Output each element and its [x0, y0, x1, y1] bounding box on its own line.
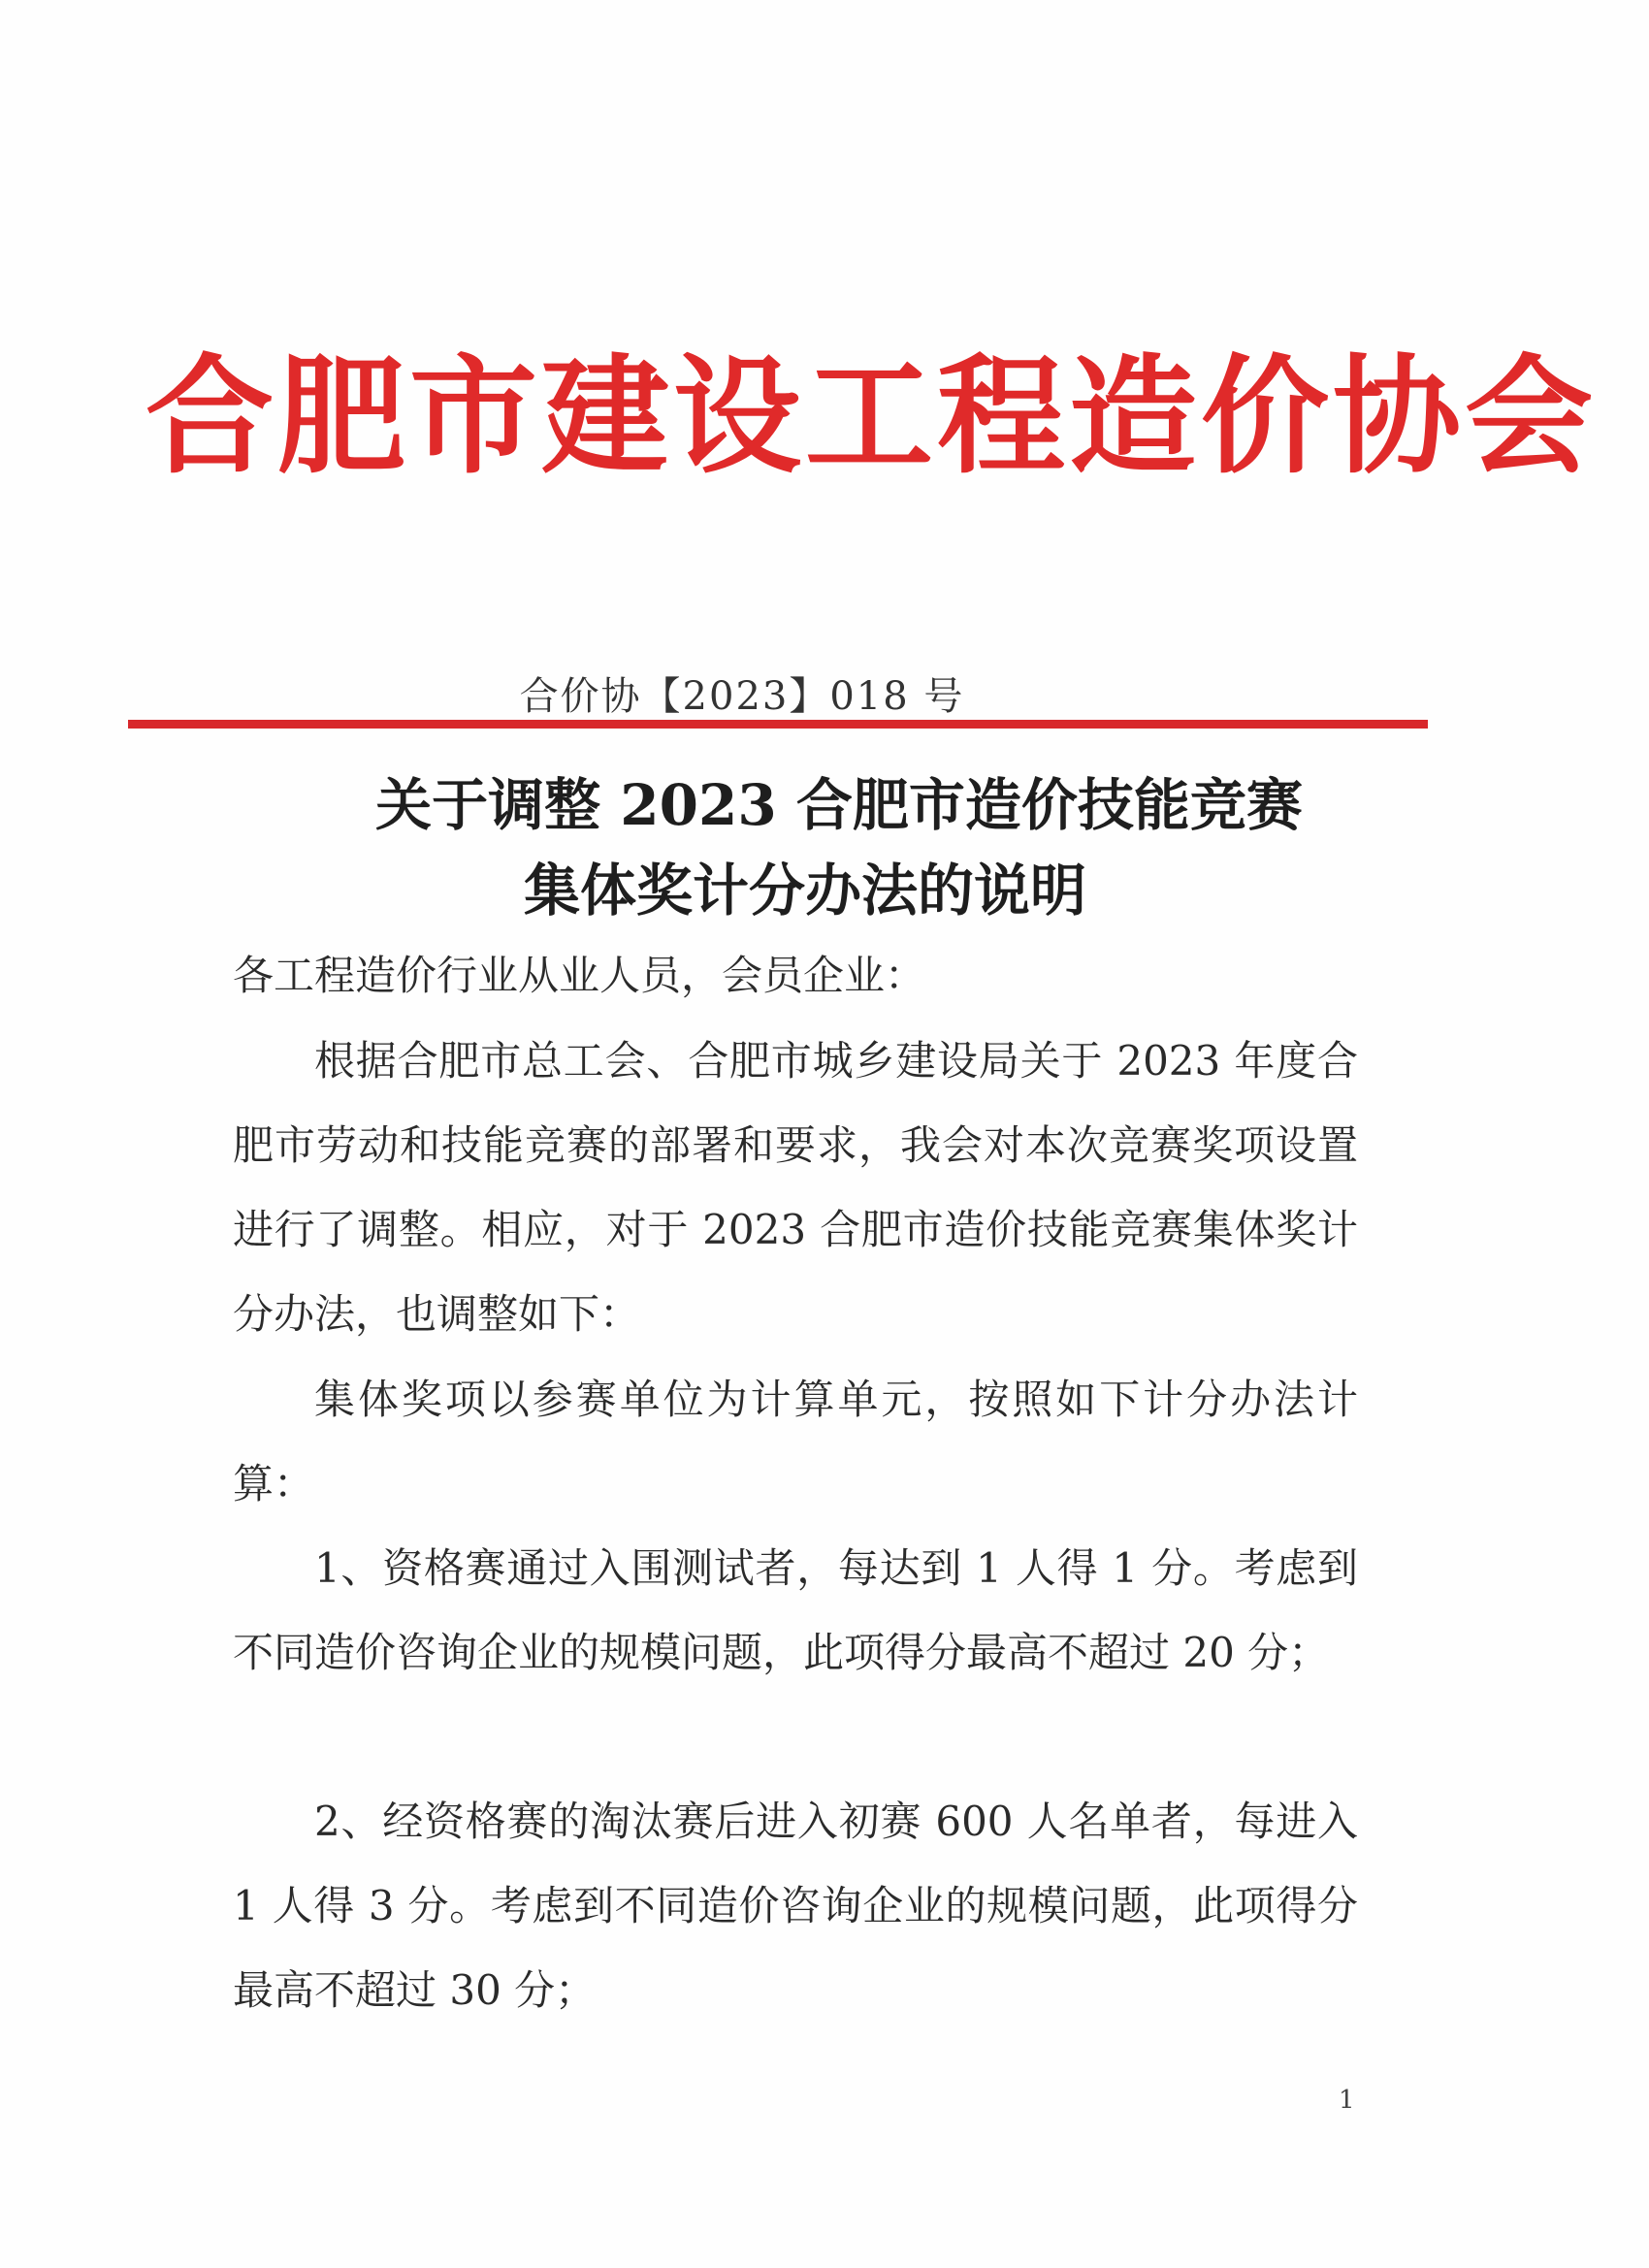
document-title-line-1: 关于调整 2023 合肥市造价技能竞赛 [375, 772, 1303, 838]
document-number: 合价协【2023】018 号 [519, 674, 965, 719]
paragraph-3: 1、资格赛通过入围测试者，每达到 1 人得 1 分。考虑到不同造价咨询企业的规模问题，此项得分最高不超过 20 分； [233, 1544, 1358, 1676]
red-divider-line [128, 720, 1428, 729]
paragraph-2: 集体奖项以参赛单位为计算单元，按照如下计分办法计算： [233, 1376, 1358, 1507]
salutation: 各工程造价行业从业人员，会员企业： [233, 952, 926, 999]
paragraph-1: 根据合肥市总工会、合肥市城乡建设局关于 2023 年度合肥市劳动和技能竞赛的部署和要求，我会对本次竞赛奖项设置进行了调整。相应，对于 2023 合肥市造价技能竞赛集体奖计分办法，也调整如下： [233, 1037, 1358, 1338]
paragraph-4: 2、经资格赛的淘汰赛后进入初赛 600 人名单者，每进入 1 人得 3 分。考虑到不同造价咨询企业的规模问题，此项得分最高不超过 30 分； [233, 1798, 1358, 2014]
organization-header: 合肥市建设工程造价协会 [146, 342, 1597, 492]
document-title-line-2: 集体奖计分办法的说明 [523, 858, 1086, 923]
page-number: 1 [1339, 2086, 1355, 2115]
